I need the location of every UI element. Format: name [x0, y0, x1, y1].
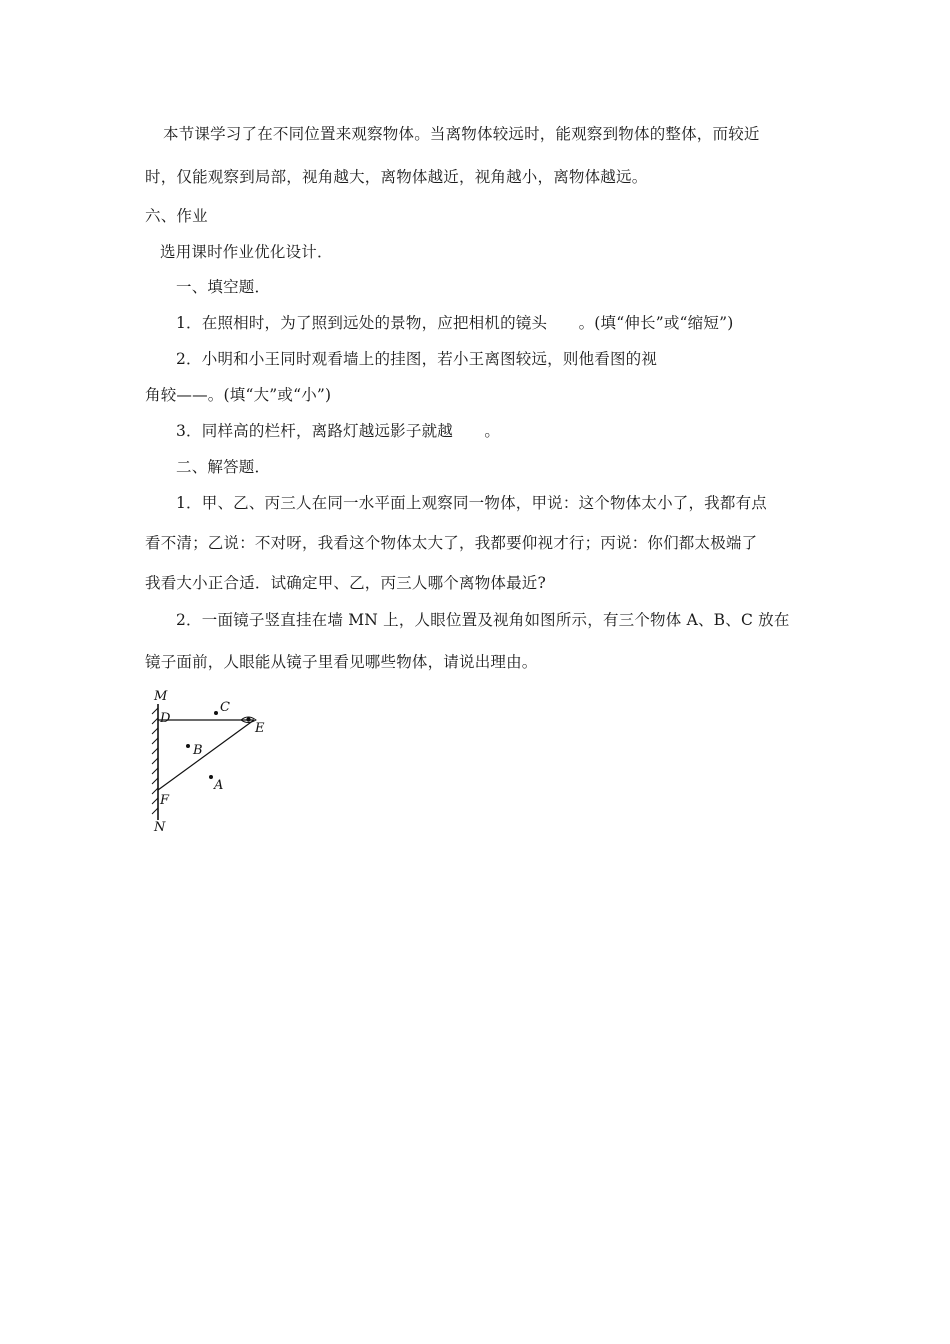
label-m: M: [154, 689, 168, 704]
answer-question-1-line-1: 1．甲、乙、丙三人在同一水平面上观察同一物体，甲说：这个物体太小了，我都有点: [176, 494, 767, 512]
point-c: [214, 711, 218, 715]
answer-question-1-line-2: 看不清；乙说：不对呀，我看这个物体太大了，我都要仰视才行；丙说：你们都太极端了: [145, 534, 758, 552]
label-c: C: [220, 700, 230, 715]
label-a: A: [214, 778, 224, 793]
point-a: [209, 775, 213, 779]
homework-heading: 六、作业: [145, 207, 208, 225]
homework-intro: 选用课时作业优化设计．: [160, 243, 333, 261]
label-n: N: [154, 820, 166, 835]
label-d: D: [160, 711, 171, 726]
ray-fe: [158, 720, 254, 790]
answer-heading: 二、解答题．: [176, 458, 271, 476]
summary-line-2: 时，仅能观察到局部，视角越大，离物体越近，视角越小，离物体越远。: [145, 168, 648, 186]
fill-in-question-2-line-1: 2．小明和小王同时观看墙上的挂图，若小王离图较远，则他看图的视: [176, 350, 658, 368]
wall-hatching: [152, 708, 158, 814]
answer-question-1-line-3: 我看大小正合适．试确定甲、乙，丙三人哪个离物体最近?: [145, 574, 547, 592]
fill-in-question-2-line-2: 角较——。(填“大”或“小”): [145, 386, 332, 404]
mirror-diagram: [138, 686, 278, 836]
point-b: [186, 744, 190, 748]
fill-in-question-3: 3．同样高的栏杆，离路灯越远影子就越 。: [176, 422, 501, 440]
eye-pupil: [246, 717, 250, 721]
label-e: E: [255, 721, 265, 736]
fill-in-heading: 一、填空题．: [176, 278, 271, 296]
answer-question-2-line-1: 2．一面镜子竖直挂在墙 MN 上，人眼位置及视角如图所示，有三个物体 A、B、C 放在: [176, 611, 790, 629]
label-b: B: [193, 743, 203, 758]
label-f: F: [160, 793, 170, 808]
fill-in-question-1: 1．在照相时，为了照到远处的景物，应把相机的镜头 。(填“伸长”或“缩短”): [176, 314, 734, 332]
summary-line-1: 本节课学习了在不同位置来观察物体。当离物体较远时，能观察到物体的整体，而较近: [163, 125, 760, 143]
answer-question-2-line-2: 镜子面前，人眼能从镜子里看见哪些物体，请说出理由。: [145, 653, 538, 671]
